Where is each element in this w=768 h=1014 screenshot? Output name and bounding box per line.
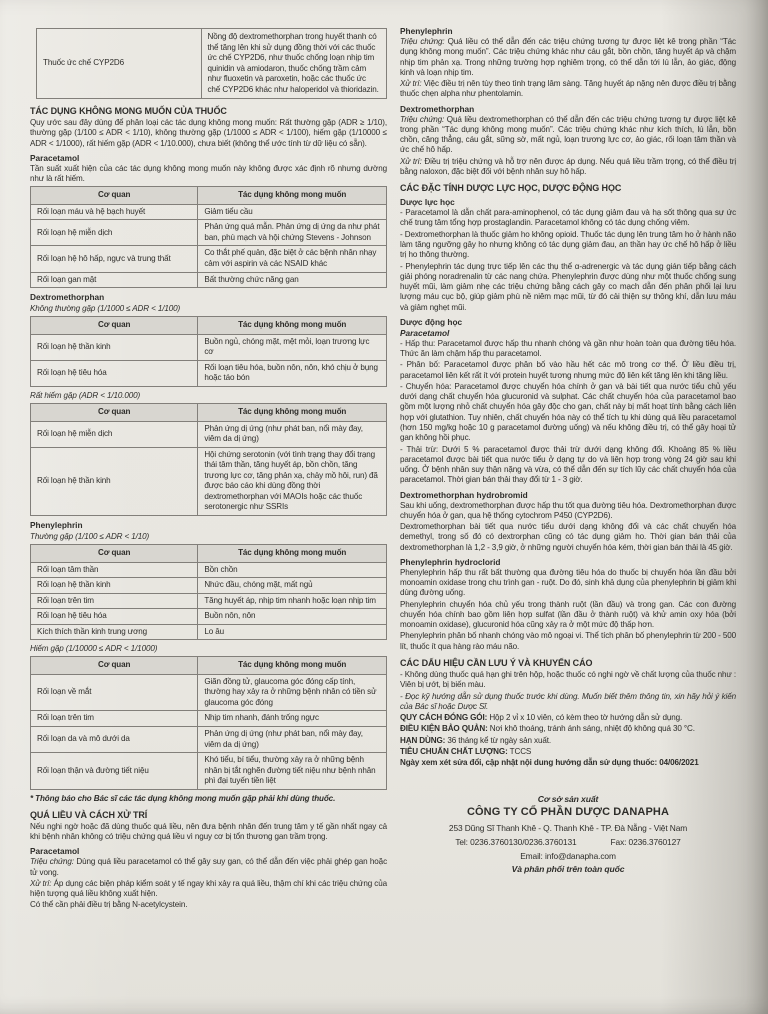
symptoms-text: Quá liều dextromethorphan có thể dẫn đến các triệu chứng tương tự được liệt kê trong phần “Tác dụng không mong muốn”. Các triệu chứng khác như kích thích, lú lẫn, bồn chồn, căng thẳng, cáu gắt, sững sờ, mất ngủ, loạn trương lực cơ, ảo giác, rối loạn tâm thần và ức chế hô hấp. xyxy=(400,114,736,155)
symptoms-label: Triệu chứng: xyxy=(400,114,445,124)
company-address: 253 Dũng Sĩ Thanh Khê - Q. Thanh Khê - TP. Đà Nẵng - Việt Nam xyxy=(448,823,688,834)
treatment-text: Việc điều trị nên tùy theo tình trạng lâm sàng. Tăng huyết áp nặng nên được điều trị bằng thuốc chẹn alpha như phentolamin. xyxy=(400,79,736,99)
drug-interactions-table xyxy=(36,28,387,99)
effect-cell: Bồn chồn xyxy=(198,562,387,578)
organ-cell: Rối loạn về mắt xyxy=(31,674,198,711)
dextromethorphan-uncommon-table xyxy=(30,316,387,387)
treatment-label: Xử trí: xyxy=(400,79,422,89)
effect-cell: Nhức đầu, chóng mặt, mất ngủ xyxy=(198,578,387,594)
effect-cell: Phản ứng dị ứng (như phát ban, nổi mày đay, viêm da dị ứng) xyxy=(198,726,387,752)
pk-paracetamol-item: - Hấp thu: Paracetamol được hấp thu nhanh chóng và gần như hoàn toàn qua đường tiêu hóa. Thức ăn làm chậm hấp thu paracetamol. xyxy=(400,338,736,359)
effect-cell: Giảm tiểu cầu xyxy=(198,204,387,220)
effect-cell: Phản ứng dị ứng (như phát ban, nổi mày đay, viêm da dị ứng) xyxy=(198,421,387,447)
distribution-line: Và phân phối trên toàn quốc xyxy=(511,864,625,875)
pk-phenylephrin-item: Phenylephrin hấp thu rất bất thường qua đường tiêu hóa do thuốc bị chuyển hóa lần đầu bởi monoamin oxidase trong chu trình gan - ruột. Do đó, sinh khả dụng của phenylephrin bị giảm khi dùng đường uống. xyxy=(400,567,736,598)
column-header-organ: Cơ quan xyxy=(31,317,198,335)
phenylephrin-adr-title: Phenylephrin xyxy=(30,519,83,530)
interaction-drug-cell: Thuốc ức chế CYP2D6 xyxy=(37,29,202,99)
organ-cell: Rối loạn hệ hô hấp, ngực và trung thất xyxy=(31,246,198,272)
effect-cell: Lo âu xyxy=(198,624,387,640)
shelf-life-label: HẠN DÙNG: xyxy=(400,735,446,745)
paracetamol-adr-table xyxy=(30,186,387,288)
symptoms-text: Dùng quá liều paracetamol có thể gây suy gan, có thể dẫn đến việc phải ghép gan hoặc tử vong. xyxy=(30,857,387,877)
shelf-life-line xyxy=(400,736,736,746)
manufacturer-footer xyxy=(400,794,736,875)
adverse-effects-heading: TÁC DỤNG KHÔNG MONG MUỐN CỦA THUỐC xyxy=(30,106,227,117)
organ-cell: Rối loạn hệ thần kinh xyxy=(31,334,198,360)
quality-standard-line xyxy=(400,747,736,757)
organ-cell: Rối loạn da và mô dưới da xyxy=(31,726,198,752)
pharmacology-heading: CÁC ĐẶC TÍNH DƯỢC LỰC HỌC, DƯỢC ĐỘNG HỌC xyxy=(400,183,622,194)
frequency-label: Không thường gặp (1/1000 ≤ ADR < 1/100) xyxy=(30,304,181,314)
column-header-organ: Cơ quan xyxy=(31,657,198,675)
company-name: CÔNG TY CỔ PHẦN DƯỢC DANAPHA xyxy=(466,806,669,819)
pk-paracetamol-item: - Phân bố: Paracetamol được phân bố vào hầu hết các mô trong cơ thể. Ở liều điều trị, paracetamol liên kết rất ít với protein huyết tương nhưng mức độ liên kết tăng lên khi tăng liều. xyxy=(400,360,736,380)
organ-cell: Rối loạn hệ thần kinh xyxy=(31,578,198,594)
organ-cell: Rối loạn máu và hệ bạch huyết xyxy=(31,204,198,220)
effect-cell: Rối loạn tiêu hóa, buồn nôn, nôn, khó chịu ở bụng hoặc táo bón xyxy=(198,360,387,386)
effect-cell: Giãn đồng tử, glaucoma góc đóng cấp tính, thường hay xảy ra ở những bệnh nhân có tiền sử glaucoma góc đóng xyxy=(198,674,387,711)
table-row xyxy=(31,726,387,752)
organ-cell: Kích thích thần kinh trung ương xyxy=(31,624,198,640)
warning-item: - Không dùng thuốc quá hạn ghi trên hộp, hoặc thuốc có nghi ngờ về chất lượng của thuốc như : Viên bị ướt, bị biến màu. xyxy=(400,670,736,690)
organ-cell: Rối loạn gan mật xyxy=(31,272,198,288)
table-row xyxy=(31,204,387,220)
overdose-phenylephrin-symptoms xyxy=(400,37,736,78)
table-row xyxy=(31,674,387,711)
pk-phenylephrin-item: Phenylephrin chuyển hóa chủ yếu trong thành ruột (lần đầu) và trong gan. Các con đường chuyển hóa chính bao gồm liên hợp sulfat (lần đầu ở thành ruột) và khử amin oxy hóa (bởi monoamin oxidase), glucuronid hóa cũng xảy ra ở một mức độ thấp hơn. xyxy=(400,599,736,630)
pharmacodynamics-item: - Phenylephrin tác dụng trực tiếp lên các thụ thể α-adrenergic và tác dụng gián tiếp bằng cách giải phóng noradrenalin từ các nang chứa. Phenylephrin được dùng như một thuốc chống sung huyết mũi, làm giảm nhẹ các triệu chứng bằng cách gây co mạch dẫn đến phân phối lại lưu lượng máu cục bộ, giúp giảm phù nề niêm mạc mũi, từ đó cải thiện sự thông khí, dẫn lưu máu và giảm nghẹt mũi. xyxy=(400,261,736,312)
table-row xyxy=(31,753,387,790)
organ-cell: Rối loạn hệ miễn dịch xyxy=(31,421,198,447)
column-header-effect: Tác dụng không mong muốn xyxy=(198,404,387,422)
organ-cell: Rối loạn trên tim xyxy=(31,711,198,727)
overdose-dextromethorphan-treatment xyxy=(400,157,736,178)
phenylephrin-common-table xyxy=(30,544,387,640)
pk-dextromethorphan-item: Sau khi uống, dextromethorphan được hấp thu tốt qua đường tiêu hóa. Dextromethorphan được chuyển hóa ở gan, qua hệ thống cytochrom P450 (CYP2D6). xyxy=(400,500,736,520)
effect-cell: Hội chứng serotonin (với tình trạng thay đổi trạng thái tâm thần, tăng huyết áp, bồn chồn, tăng trương lực cơ, tăng phản xạ, chảy mồ hôi, run) đã được báo cáo khi dùng đồng thời dextromethorphan với MAOIs hoặc các thuốc serotonergic như SSRIs xyxy=(198,447,387,515)
dextromethorphan-adr-title: Dextromethorphan xyxy=(30,292,105,303)
packaging-text: Hộp 2 vỉ x 10 viên, có kèm theo tờ hướng dẫn sử dụng. xyxy=(489,713,683,723)
overdose-dextromethorphan-symptoms xyxy=(400,115,736,156)
warnings-heading: CÁC DẤU HIỆU CẦN LƯU Ý VÀ KHUYẾN CÁO xyxy=(400,658,593,669)
right-column xyxy=(400,26,736,912)
warning-item: - Đọc kỹ hướng dẫn sử dụng thuốc trước khi dùng. Muốn biết thêm thông tin, xin hãy hỏi ý kiến của Bác sĩ hoặc Dược Sĩ. xyxy=(400,691,736,711)
overdose-heading: QUÁ LIỀU VÀ CÁCH XỬ TRÍ xyxy=(30,809,148,820)
symptoms-label: Triệu chứng: xyxy=(30,857,74,867)
storage-label: ĐIỀU KIỆN BẢO QUẢN: xyxy=(400,724,488,734)
treatment-label: Xử trí: xyxy=(30,878,52,888)
phenylephrin-rare-table xyxy=(30,656,387,789)
table-row xyxy=(37,29,387,99)
effect-cell: Tăng huyết áp, nhịp tim nhanh hoặc loạn nhịp tim xyxy=(198,593,387,609)
effect-cell: Co thắt phế quản, đặc biệt ở các bệnh nhân nhạy cảm với aspirin và các NSAID khác xyxy=(198,246,387,272)
pharmacodynamics-title: Dược lực học xyxy=(400,197,455,208)
effect-cell: Buồn nôn, nôn xyxy=(198,609,387,625)
table-header-row xyxy=(31,187,387,205)
pk-phenylephrin-title: Phenylephrin hydroclorid xyxy=(400,556,501,567)
pk-paracetamol-item: - Thải trừ: Dưới 5 % paracetamol được thải trừ dưới dạng không đổi. Khoảng 85 % liều paracetamol được bài tiết qua nước tiểu ở dạng tự do và liên hợp trong vòng 24 giờ sau khi uống. Ở bệnh nhân suy thận nặng và vừa, có thể dẫn đến sự tích lũy các chất chuyển hóa của paracetamol. Thời gian bán thải thay đổi từ 1 - 3 giờ. xyxy=(400,444,736,485)
interaction-effect-cell: Nồng độ dextromethorphan trong huyết thanh có thể tăng lên khi sử dụng đồng thời với các thuốc ức chế CYP2D6, như thuốc chống loạn nhịp tim quinidin và amiodaron, thuốc chống trầm cảm như fluoxetin và paroxetin, hoặc các thuốc ức chế CYP2D6 khác như haloperidol và thioridazin. xyxy=(201,29,387,99)
organ-cell: Rối loạn hệ tiêu hóa xyxy=(31,360,198,386)
table-row xyxy=(31,421,387,447)
table-header-row xyxy=(31,657,387,675)
table-row xyxy=(31,272,387,288)
fax-number: Fax: 0236.3760127 xyxy=(610,836,681,847)
email-line: Email: info@danapha.com xyxy=(520,850,616,861)
column-header-organ: Cơ quan xyxy=(31,404,198,422)
overdose-paracetamol-title: Paracetamol xyxy=(30,846,80,857)
producer-label: Cơ sở sản xuất xyxy=(537,794,599,805)
overdose-phenylephrin-treatment xyxy=(400,79,736,100)
treatment-text: Điều trị triệu chứng và hỗ trợ nên được áp dụng. Nếu quá liều trầm trọng, có thể điều trị bằng naloxon, đặc biệt đối với bệnh nhân suy hô hấp. xyxy=(400,156,736,176)
pharmacodynamics-item: - Dextromethorphan là thuốc giảm ho không opioid. Thuốc tác dụng lên trung tâm ho ở hành não làm tăng ngưỡng gây ho nhưng không có tác dụng giảm đau, an thần hay ức chế hô hấp ở liều trị ho thông thường. xyxy=(400,229,736,260)
column-header-effect: Tác dụng không mong muốn xyxy=(198,187,387,205)
table-header-row xyxy=(31,404,387,422)
organ-cell: Rối loạn hệ tiêu hóa xyxy=(31,609,198,625)
overdose-paracetamol-extra: Có thể cần phải điều trị bằng N-acetylcystein. xyxy=(30,900,188,910)
organ-cell: Rối loạn tâm thần xyxy=(31,562,198,578)
column-header-effect: Tác dụng không mong muốn xyxy=(198,317,387,335)
overdose-dextromethorphan-title: Dextromethorphan xyxy=(400,103,475,114)
quality-label: TIÊU CHUẨN CHẤT LƯỢNG: xyxy=(400,746,508,756)
table-row xyxy=(31,593,387,609)
storage-text: Nơi khô thoáng, tránh ánh sáng, nhiệt độ không quá 30 °C. xyxy=(489,724,695,734)
pharmacokinetics-title: Dược động học xyxy=(400,316,463,327)
overdose-paracetamol-treatment xyxy=(30,879,387,900)
revision-date-line: Ngày xem xét sửa đổi, cập nhật nội dung hướng dẫn sử dụng thuốc: 04/06/2021 xyxy=(400,758,699,768)
overdose-phenylephrin-title: Phenylephrin xyxy=(400,26,453,36)
dextromethorphan-very-rare-table xyxy=(30,403,387,516)
table-row xyxy=(31,609,387,625)
table-row xyxy=(31,220,387,246)
symptoms-label: Triệu chứng: xyxy=(400,37,445,46)
pk-dextromethorphan-title: Dextromethorphan hydrobromid xyxy=(400,489,528,500)
frequency-label: Hiếm gặp (1/10000 ≤ ADR < 1/1000) xyxy=(30,644,158,654)
organ-cell: Rối loạn thận và đường tiết niệu xyxy=(31,753,198,790)
adr-convention-text: Quy ước sau đây dùng để phân loại các tác dụng không mong muốn: Rất thường gặp (ADR ≥ 1/10), thường gặp (1/100 ≤ ADR < 1/10), không thường gặp (1/1000 ≤ ADR < 1/100), hiếm gặp (1/10000 ≤ ADR < 1/1000), rất hiếm gặp (ADR < 1/10.000), chưa biết (không thể ước tính từ dữ liệu có sẵn). xyxy=(30,118,387,148)
table-row xyxy=(31,624,387,640)
treatment-label: Xử trí: xyxy=(400,156,422,166)
column-header-organ: Cơ quan xyxy=(31,545,198,563)
column-header-effect: Tác dụng không mong muốn xyxy=(198,657,387,675)
report-to-doctor-note: * Thông báo cho Bác sĩ các tác dụng không mong muốn gặp phải khi dùng thuốc. xyxy=(30,793,336,803)
shelf-life-text: 36 tháng kể từ ngày sản xuất. xyxy=(447,735,552,745)
overdose-paracetamol-symptoms xyxy=(30,857,387,878)
packaging-label: QUY CÁCH ĐÓNG GÓI: xyxy=(400,713,488,723)
table-row xyxy=(31,334,387,360)
pk-paracetamol-title: Paracetamol xyxy=(400,327,450,338)
storage-line xyxy=(400,724,736,734)
tel-fax-line xyxy=(400,837,736,848)
frequency-label: Thường gặp (1/100 ≤ ADR < 1/10) xyxy=(30,531,150,541)
column-header-effect: Tác dụng không mong muốn xyxy=(198,545,387,563)
paracetamol-adr-note: Tần suất xuất hiện của các tác dụng không mong muốn này không được xác định rõ nhưng dường như là rất hiếm. xyxy=(30,163,387,184)
table-row xyxy=(31,360,387,386)
effect-cell: Khó tiểu, bí tiểu, thường xảy ra ở những bệnh nhân bị tắt nghẽn đường tiết niệu như bệnh nhân phì đại tuyến tiền liệt xyxy=(198,753,387,790)
packaging-line xyxy=(400,713,736,723)
table-header-row xyxy=(31,545,387,563)
organ-cell: Rối loạn hệ thần kinh xyxy=(31,447,198,515)
quality-text: TCCS xyxy=(509,746,532,756)
effect-cell: Nhịp tim nhanh, đánh trống ngực xyxy=(198,711,387,727)
effect-cell: Bất thường chức năng gan xyxy=(198,272,387,288)
effect-cell: Buồn ngủ, chóng mặt, mệt mỏi, loạn trương lực cơ xyxy=(198,334,387,360)
effect-cell: Phản ứng quá mẫn. Phản ứng dị ứng da như phát ban, phù mạch và hội chứng Stevens - Johnson xyxy=(198,220,387,246)
symptoms-text: Quá liều có thể dẫn đến các triệu chứng tương tự được liệt kê trong phần “Tác dụng không mong muốn”. Các triệu chứng khác như cáu gắt, bồn chồn, tăng huyết áp và chậm nhịp tim phản xạ. Trong những trường hợp nghiêm trọng, có thể dẫn tới lú lẫn, ảo giác, động kinh và loạn nhịp tim. xyxy=(400,37,736,77)
overdose-intro: Nếu nghi ngờ hoặc đã dùng thuốc quá liều, nên đưa bệnh nhân đến trung tâm y tế gần nhất ngay cả khi bệnh nhân không có triệu chứng quá liều vì nguy cơ bị tổn thương gan trầm trọng. xyxy=(30,821,387,842)
table-header-row xyxy=(31,317,387,335)
table-row xyxy=(31,562,387,578)
pharmacodynamics-item: - Paracetamol là dẫn chất para-aminophenol, có tác dụng giảm đau và hạ sốt thông qua sự ức chế trung tâm tổng hợp prostaglandin. Paracetamol không có tác dụng chống viêm. xyxy=(400,208,736,228)
column-header-organ: Cơ quan xyxy=(31,187,198,205)
pk-paracetamol-item: - Chuyển hóa: Paracetamol được chuyển hóa chính ở gan và bài tiết qua nước tiểu chủ yếu dưới dạng chất chuyển hóa glucuronid và sulphat. Các chất chuyển hóa của paracetamol bao gồm một lượng nhỏ chất chuyển hóa gây độc cho gan, chất này bị mất hoạt tính bằng cách liên hợp với glutathion. Tuy nhiên, chất chuyển hóa này có thể tích tụ khi dùng quá liều paracetamol (hơn 150 mg/kg hoặc 10 g paracetamol đường uống) và nếu không điều trị, có thể gây hoại tử gan không hồi phục. xyxy=(400,381,736,443)
table-row xyxy=(31,447,387,515)
tel-number: Tel: 0236.3760130/0236.3760131 xyxy=(455,836,577,847)
organ-cell: Rối loạn hệ miễn dịch xyxy=(31,220,198,246)
table-row xyxy=(31,246,387,272)
pk-dextromethorphan-item: Dextromethorphan bài tiết qua nước tiểu dưới dạng không đổi và các chất chuyển hóa demethyl, trong số đó có dextrorphan cũng có tác dụng giảm ho. Thời gian bán thải của dextromethorphan là 1,2 - 3,9 giờ, ở những người chuyển hóa kém, thời gian bán thải là 45 giờ. xyxy=(400,522,736,552)
table-row xyxy=(31,578,387,594)
table-row xyxy=(31,711,387,727)
organ-cell: Rối loạn trên tim xyxy=(31,593,198,609)
frequency-label: Rất hiếm gặp (ADR < 1/10.000) xyxy=(30,390,141,400)
treatment-text: Áp dụng các biện pháp kiểm soát y tế ngay khi xảy ra quá liều, thậm chí khi các triệu chứng của hiện tượng quá liều không xuất hiện. xyxy=(30,878,387,899)
paracetamol-adr-title: Paracetamol xyxy=(30,152,80,163)
left-column xyxy=(30,26,387,912)
pk-phenylephrin-item: Phenylephrin phân bố nhanh chóng vào mô ngoại vi. Thể tích phân bố phenylephrin từ 200 - 500 lít, thuốc ít qua hàng rào máu não. xyxy=(400,631,736,651)
